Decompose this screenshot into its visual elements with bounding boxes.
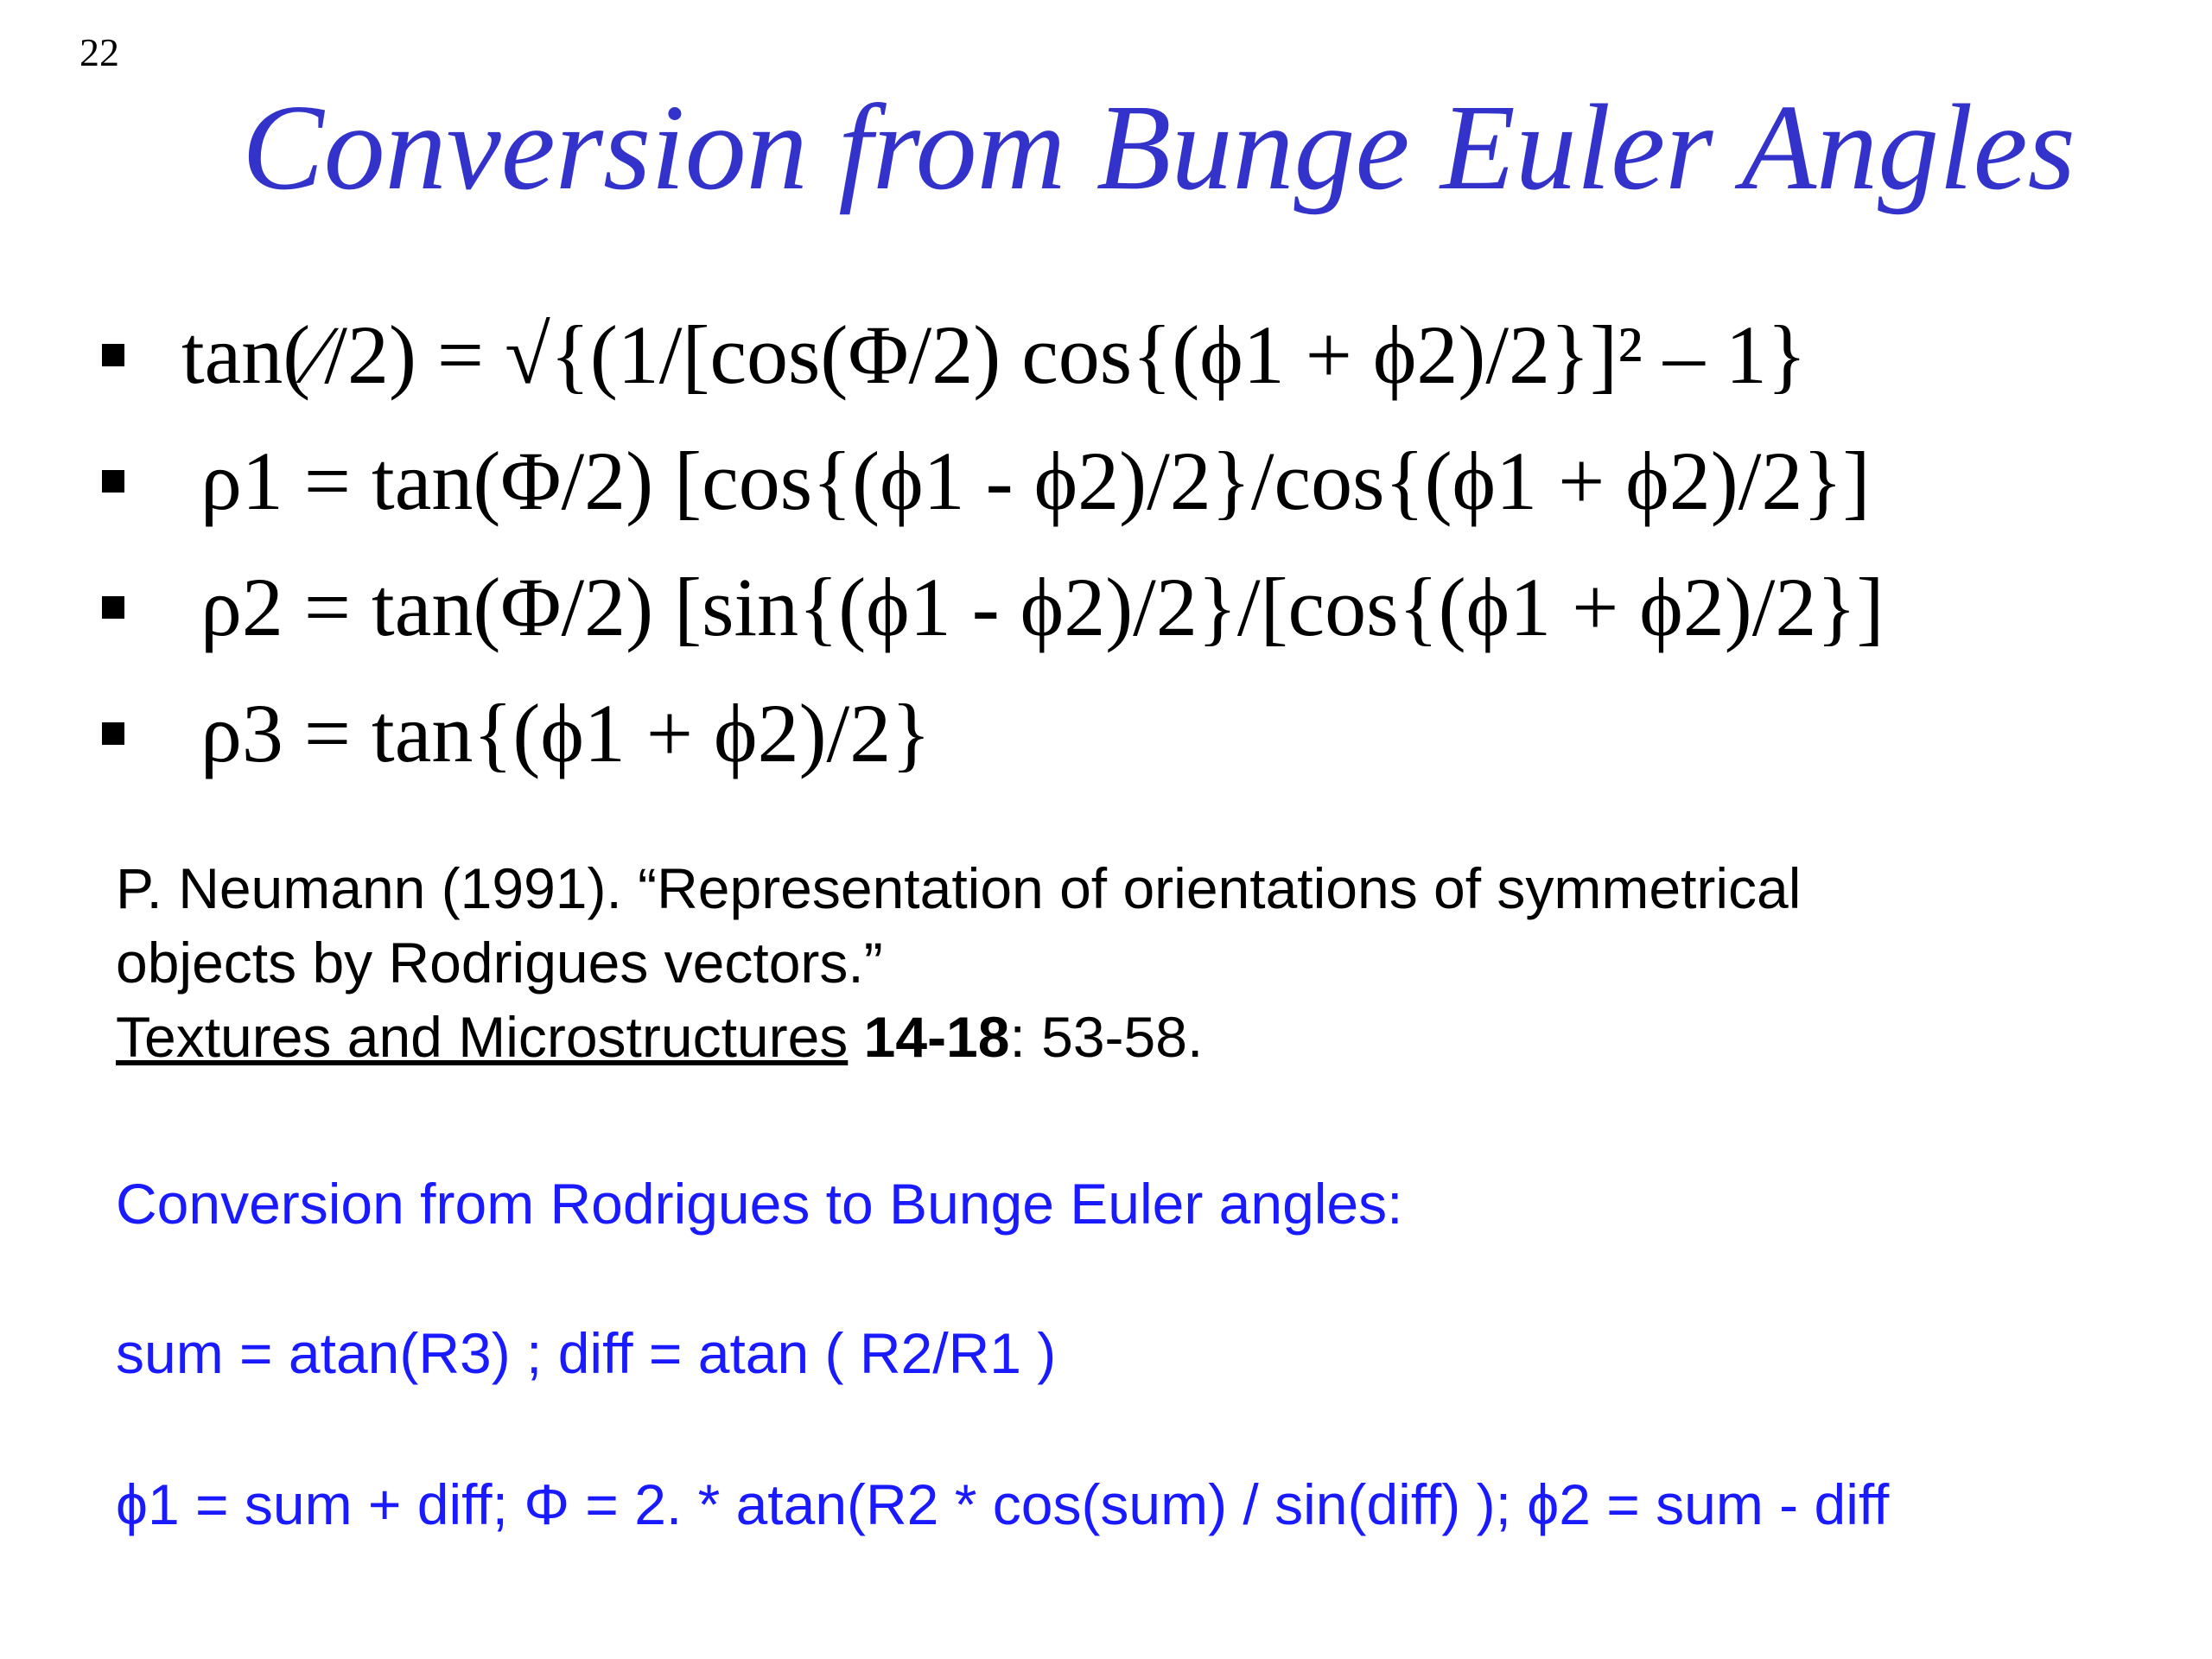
conversion-phi: ϕ1 = sum + diff; Φ = 2. * atan(R2 * cos(sum) / sin(diff) ); ϕ2 = sum - diff <box>116 1472 1890 1536</box>
reference-volume: 14-18 <box>863 1005 1010 1069</box>
page-number: 22 <box>79 30 119 74</box>
reference-journal: Textures and Microstructures <box>116 1005 849 1069</box>
equation-item <box>102 418 2158 544</box>
equation-item <box>102 544 2158 671</box>
bullet-icon <box>102 344 124 366</box>
equation-tan-half-angle: tan(⁄/2) = √{(1/[cos(Φ/2) cos{(ϕ1 + ϕ2)/2}]² – 1} <box>181 308 1807 401</box>
equation-rho-3: ρ3 = tan{(ϕ1 + ϕ2)/2} <box>200 687 931 779</box>
bullet-icon <box>102 596 124 619</box>
reference-line-1: P. Neumann (1991). “Representation of orientations of symmetrical <box>116 856 1802 920</box>
reference-line-3 <box>116 1000 2103 1074</box>
slide-title: Conversion from Bunge Euler Angles <box>242 79 2075 215</box>
equation-item <box>102 671 2158 797</box>
equation-rho-1: ρ1 = tan(Φ/2) [cos{(ϕ1 - ϕ2)/2}/cos{(ϕ1 + ϕ2)/2}] <box>200 435 1871 527</box>
bullet-icon <box>102 722 124 745</box>
equation-rho-2: ρ2 = tan(Φ/2) [sin{(ϕ1 - ϕ2)/2}/[cos{(ϕ1 + ϕ2)/2}] <box>200 561 1885 653</box>
equation-list <box>102 292 2158 797</box>
reference-pages: : 53-58. <box>1009 1005 1204 1069</box>
reference-citation <box>116 851 2103 1074</box>
reference-line-2: objects by Rodrigues vectors.” <box>116 931 883 995</box>
bullet-icon <box>102 470 124 493</box>
conversion-sum-diff: sum = atan(R3) ; diff = atan ( R2/R1 ) <box>116 1321 1057 1385</box>
conversion-heading: Conversion from Rodrigues to Bunge Euler angles: <box>116 1172 1403 1236</box>
equation-item <box>102 292 2158 418</box>
